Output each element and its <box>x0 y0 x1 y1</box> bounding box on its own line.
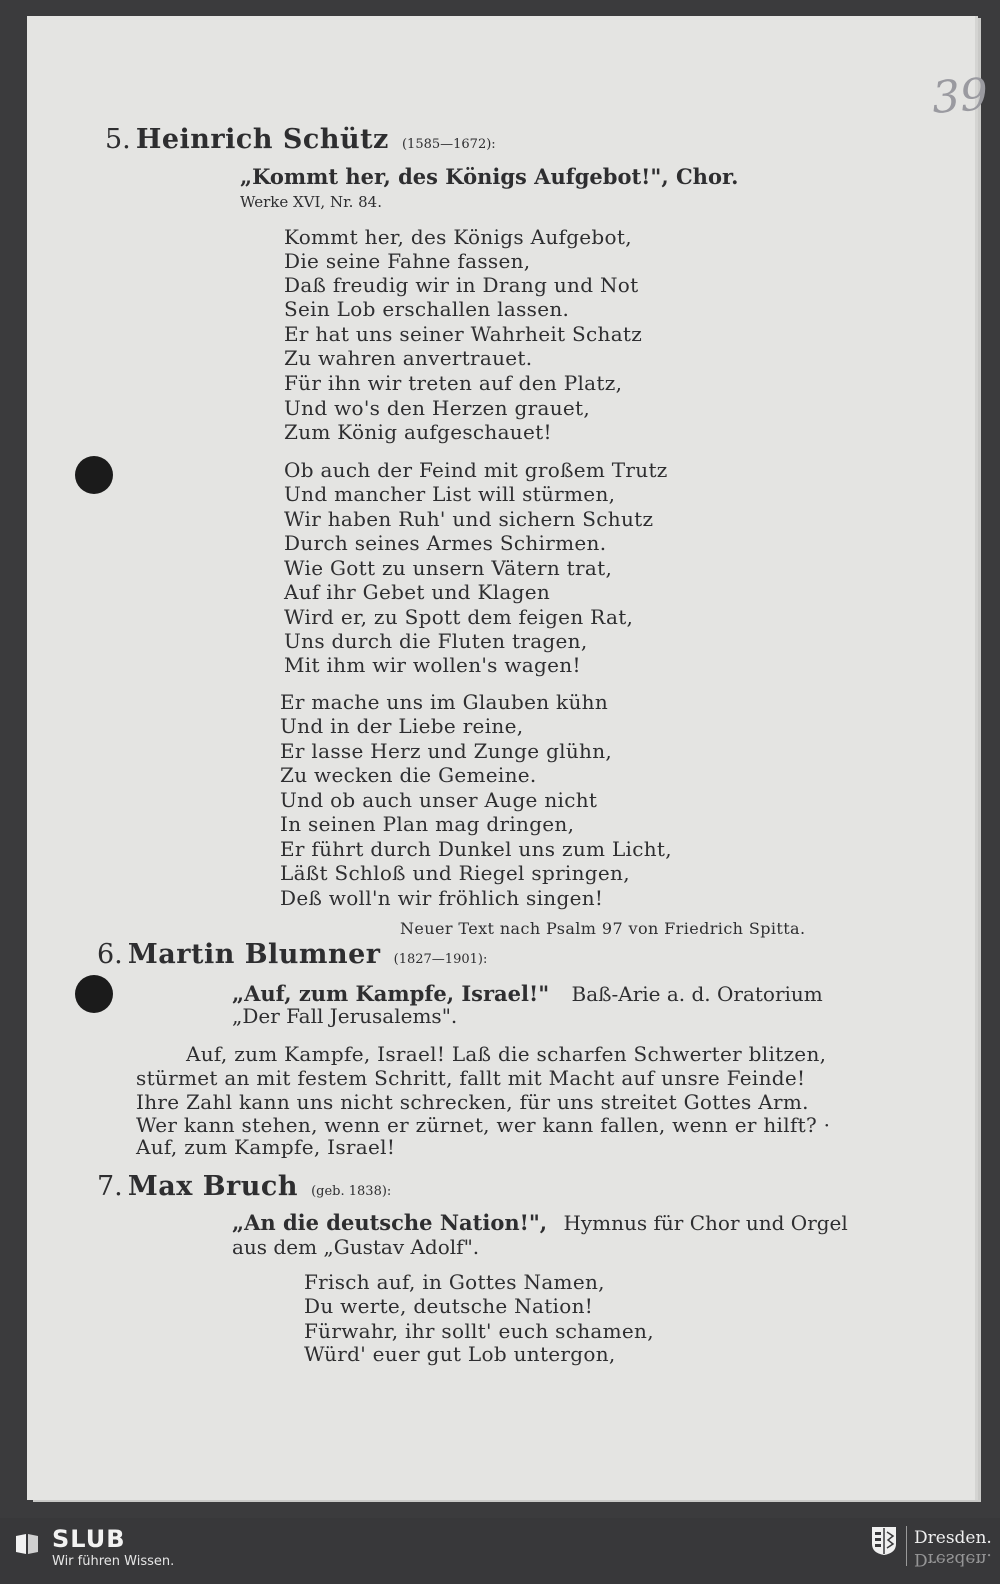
dresden-crest-icon <box>871 1526 897 1556</box>
composer-dates: (1585—1672): <box>401 137 496 152</box>
section-heading <box>97 939 487 970</box>
verse-line: Und mancher List will stürmen, <box>284 482 616 506</box>
verse-line: Durch seines Armes Schirmen. <box>284 531 607 555</box>
slub-name[interactable]: SLUB <box>52 1525 126 1553</box>
work-title-line <box>232 982 823 1006</box>
verse-line: In seinen Plan mag dringen, <box>280 812 575 836</box>
verse-line: Wir haben Ruh' und sichern Schutz <box>284 507 654 531</box>
verse-line: Ob auch der Feind mit großem Trutz <box>284 458 668 482</box>
punch-hole <box>75 975 113 1013</box>
verse-line: Daß freudig wir in Drang und Not <box>284 273 639 297</box>
verse-line: Fürwahr, ihr sollt' euch schamen, <box>304 1319 654 1343</box>
verse-line: Würd' euer gut Lob untergon, <box>304 1342 616 1366</box>
punch-hole <box>75 456 113 494</box>
footer-divider <box>906 1526 907 1566</box>
slub-tagline: Wir führen Wissen. <box>52 1554 175 1569</box>
verse-line: Er hat uns seiner Wahrheit Schatz <box>284 322 643 346</box>
verse-line: Und wo's den Herzen grauet, <box>284 396 591 420</box>
verse-line: Läßt Schloß und Riegel springen, <box>280 861 630 885</box>
composer-name: Heinrich Schütz <box>135 124 389 155</box>
text-line: stürmet an mit festem Schritt, fallt mit Macht auf unsre Feinde! <box>136 1066 806 1090</box>
verse-line: Du werte, deutsche Nation! <box>304 1294 594 1318</box>
verse-line: Uns durch die Fluten tragen, <box>284 629 588 653</box>
text-line: Auf, zum Kampfe, Israel! Laß die scharfen Schwerter blitzen, <box>186 1042 827 1066</box>
section-number: 7. <box>97 1171 123 1202</box>
work-description-2: „Der Fall Jerusalems". <box>232 1004 458 1028</box>
section-number: 5. <box>105 124 131 155</box>
slub-logo-icon <box>14 1532 40 1556</box>
text-credit: Neuer Text nach Psalm 97 von Friedrich Spitta. <box>400 919 806 938</box>
dresden-label[interactable]: Dresden. <box>914 1528 992 1548</box>
composer-name: Max Bruch <box>127 1171 298 1202</box>
verse-line: Sein Lob erschallen lassen. <box>284 297 570 321</box>
verse-line: Wird er, zu Spott dem feigen Rat, <box>284 605 634 629</box>
work-title-line <box>232 1211 848 1235</box>
text-line: Wer kann stehen, wenn er zürnet, wer kann fallen, wenn er hilft? · <box>136 1113 831 1137</box>
verse-line: Frisch auf, in Gottes Namen, <box>304 1270 605 1294</box>
verse-line: Zum König aufgeschauet! <box>284 420 552 444</box>
verse-line: Zu wahren anvertrauet. <box>284 346 533 370</box>
verse-line: Kommt her, des Königs Aufgebot, <box>284 225 632 249</box>
verse-line: Er lasse Herz und Zunge glühn, <box>280 739 613 763</box>
work-reference: Werke XVI, Nr. 84. <box>240 193 382 211</box>
verse-line: Und ob auch unser Auge nicht <box>280 788 598 812</box>
verse-line: Mit ihm wir wollen's wagen! <box>284 653 581 677</box>
composer-name: Martin Blumner <box>127 939 381 970</box>
verse-line: Wie Gott zu unsern Vätern trat, <box>284 556 613 580</box>
verse-line: Für ihn wir treten auf den Platz, <box>284 371 623 395</box>
work-description: Baß-Arie a. d. Oratorium <box>571 982 823 1006</box>
verse-line: Die seine Fahne fassen, <box>284 249 531 273</box>
page-number: 39 <box>930 69 990 124</box>
work-title: „Auf, zum Kampfe, Israel!" <box>232 981 550 1006</box>
dresden-reflection: Dresden. <box>914 1549 992 1569</box>
text-line: Auf, zum Kampfe, Israel! <box>136 1135 396 1159</box>
verse-line: Er mache uns im Glauben kühn <box>280 690 608 714</box>
work-description: Hymnus für Chor und Orgel <box>563 1211 848 1235</box>
viewer-footer <box>0 1518 1000 1584</box>
verse-line: Auf ihr Gebet und Klagen <box>284 580 551 604</box>
verse-line: Deß woll'n wir fröhlich singen! <box>280 886 604 910</box>
section-number: 6. <box>97 939 123 970</box>
composer-dates: (1827—1901): <box>393 952 488 967</box>
text-line: Ihre Zahl kann uns nicht schrecken, für uns streitet Gottes Arm. <box>136 1090 809 1114</box>
section-heading <box>105 124 496 155</box>
verse-line: Zu wecken die Gemeine. <box>280 763 537 787</box>
work-description-2: aus dem „Gustav Adolf". <box>232 1235 480 1259</box>
verse-line: Er führt durch Dunkel uns zum Licht, <box>280 837 672 861</box>
work-title: „An die deutsche Nation!", <box>232 1210 548 1235</box>
verse-line: Und in der Liebe reine, <box>280 714 524 738</box>
work-title: „Kommt her, des Königs Aufgebot!", Chor. <box>240 164 739 189</box>
section-heading <box>97 1171 391 1202</box>
composer-dates: (geb. 1838): <box>311 1184 392 1199</box>
